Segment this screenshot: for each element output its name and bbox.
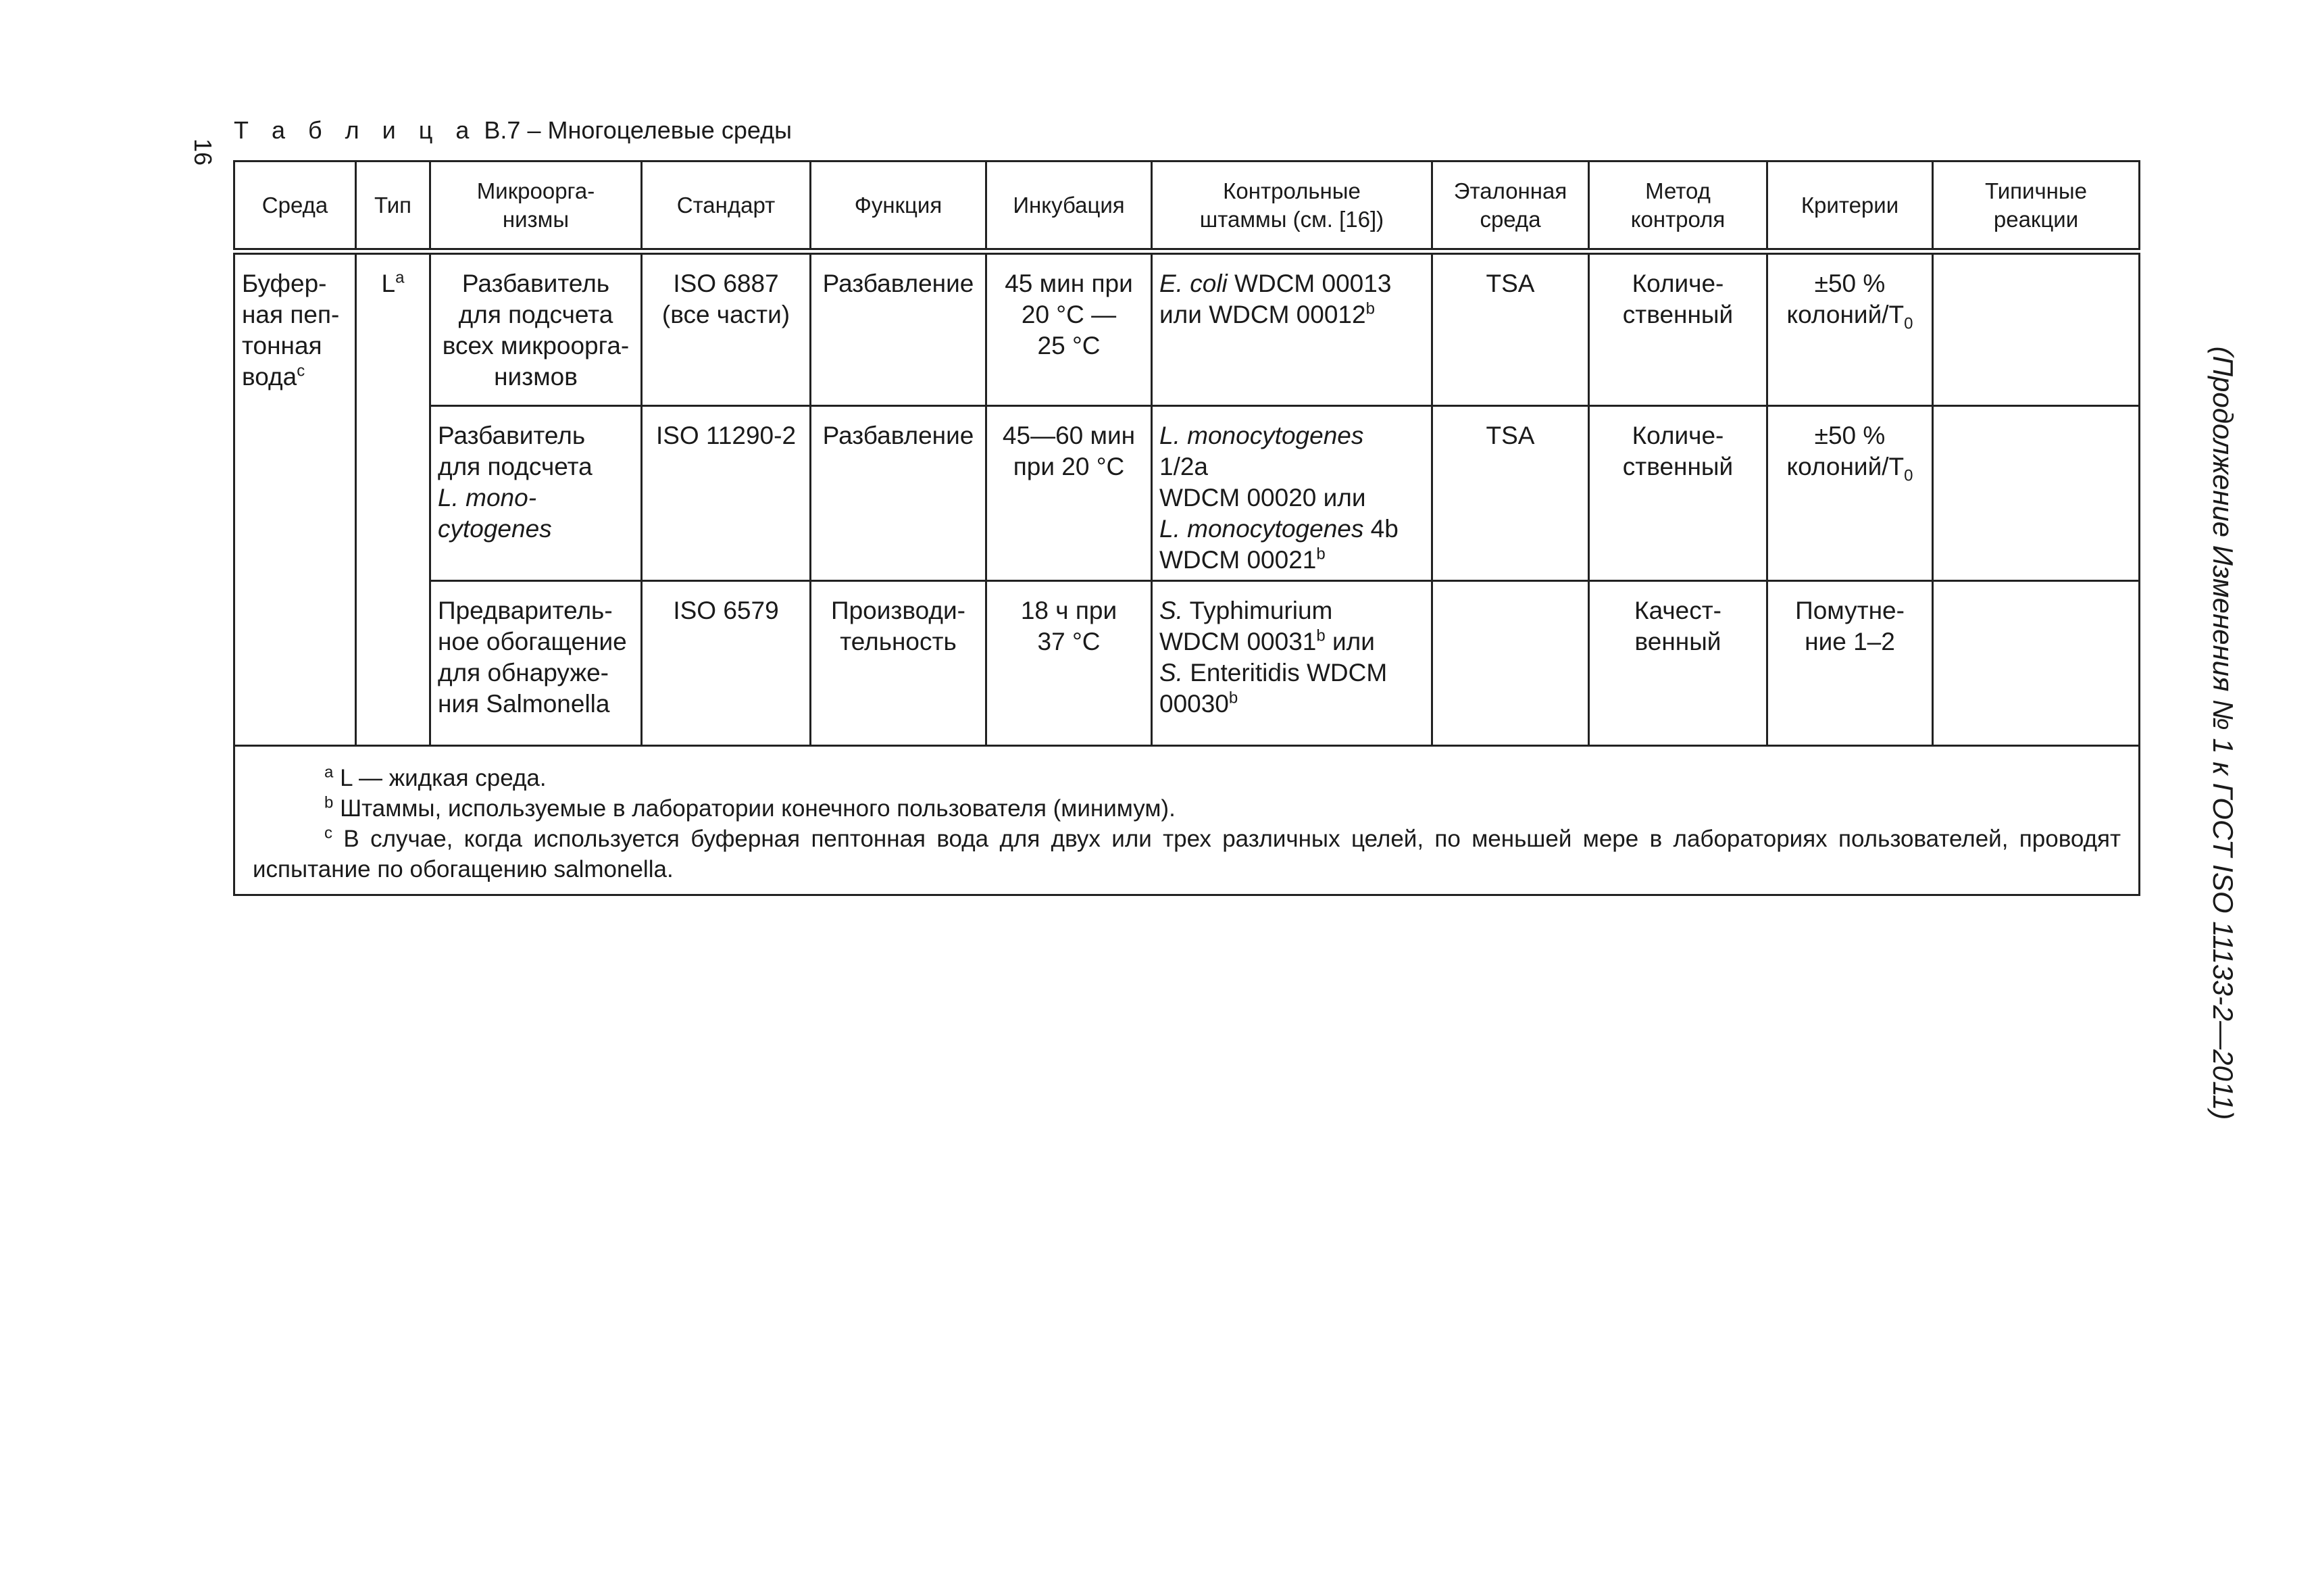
strain-genus: S.: [1159, 596, 1183, 624]
reference-cell: TSA: [1432, 251, 1589, 405]
incubation-cell: 45 мин при 20 °С — 25 °С: [986, 251, 1152, 405]
incubation-cell: 45—60 мин при 20 °С: [986, 405, 1152, 580]
criteria-subscript: 0: [1904, 466, 1913, 484]
page-number: 16: [189, 138, 217, 166]
header-cell: Инкубация: [986, 161, 1152, 252]
strain-code: WDCM 00021: [1159, 545, 1317, 574]
strains-cell: [1152, 405, 1432, 580]
reactions-cell: [1933, 580, 2140, 745]
standard-cell: ISO 6887 (все части): [642, 251, 811, 405]
table-row: [234, 405, 2140, 580]
function-cell: Разбавление: [811, 405, 986, 580]
strains-cell: [1152, 580, 1432, 745]
standard-cell: ISO 6579: [642, 580, 811, 745]
incubation-cell: 18 ч при 37 °С: [986, 580, 1152, 745]
footnotes-cell: [234, 745, 2140, 895]
footnote-text: Штаммы, используемые в лаборатории конечного пользователя (минимум).: [333, 795, 1176, 822]
micro-species: L. mono- cytogenes: [438, 483, 552, 543]
medium-name: Буфер- ная пеп- тонная вода: [242, 270, 340, 391]
header-cell: Функция: [811, 161, 986, 252]
strain-code: WDCM 00020 или: [1159, 483, 1366, 512]
reference-cell: [1432, 580, 1589, 745]
type-cell: [356, 251, 430, 745]
standard-cell: ISO 11290-2: [642, 405, 811, 580]
medium-cell: [234, 251, 356, 745]
method-cell: Количе- ственный: [1589, 251, 1767, 405]
header-cell: Контрольные штаммы (см. [16]): [1152, 161, 1432, 252]
strain-code: 00030: [1159, 689, 1229, 718]
method-cell: Количе- ственный: [1589, 405, 1767, 580]
strain-footnote-mark: b: [1228, 689, 1238, 707]
footnote-mark: b: [324, 793, 334, 812]
strain-genus: S.: [1159, 658, 1183, 687]
micro-cell: Разбавитель для подсчета всех микроорга- низмов: [430, 251, 642, 405]
footnote-mark: c: [324, 823, 332, 842]
reactions-cell: [1933, 251, 2140, 405]
type-footnote-mark: a: [395, 268, 405, 287]
strain-conjunction: или: [1325, 627, 1375, 655]
table-header-row: [234, 161, 2140, 252]
function-cell: Разбавление: [811, 251, 986, 405]
strain-species: L. monocytogenes: [1159, 514, 1364, 543]
criteria-cell: [1767, 251, 1933, 405]
type-value: L: [381, 270, 396, 297]
footnote: [253, 793, 2121, 824]
footnote: [253, 763, 2121, 793]
table-caption: [234, 116, 792, 145]
strain-code: WDCM 00013: [1227, 270, 1392, 297]
reference-cell: TSA: [1432, 405, 1589, 580]
table-caption-title: В.7 – Многоцелевые среды: [477, 116, 792, 144]
header-cell: Типичные реакции: [1933, 161, 2140, 252]
strain-footnote-mark: b: [1316, 626, 1326, 645]
footnote: [253, 824, 2121, 884]
side-running-note: (Продолжение Изменения № 1 к ГОСТ ISO 11133-2—2011): [2207, 346, 2239, 1120]
micro-text: Разбавитель: [438, 421, 586, 449]
method-cell: Качест- венный: [1589, 580, 1767, 745]
header-cell: Критерии: [1767, 161, 1933, 252]
criteria-text: ±50 % колоний/Т: [1786, 270, 1905, 328]
function-cell: Производи- тельность: [811, 580, 986, 745]
medium-footnote-mark: c: [297, 361, 305, 380]
strain-serovar: Typhimurium: [1182, 596, 1333, 624]
footnote-text: В случае, когда используется буферная пептонная вода для двух или трех различных целей, по меньшей мере в лабораториях пользователей, проводят испытание по обогащению salmonella.: [253, 825, 2121, 882]
footnotes-row: [234, 745, 2140, 895]
micro-cell: [430, 405, 642, 580]
criteria-text: ±50 % колоний/Т: [1786, 421, 1905, 480]
table-caption-label: Т а б л и ц а: [234, 116, 478, 144]
footnote-mark: a: [324, 762, 334, 781]
header-cell: Стандарт: [642, 161, 811, 252]
strain-code: WDCM 00031: [1159, 627, 1317, 655]
strain-species: L. monocytogenes: [1159, 421, 1364, 449]
criteria-subscript: 0: [1904, 314, 1913, 333]
header-cell: Среда: [234, 161, 356, 252]
strain-code: или WDCM 00012: [1159, 301, 1366, 328]
strain-footnote-mark: b: [1365, 299, 1375, 318]
strain-species: E. coli: [1159, 270, 1228, 297]
table-row: [234, 580, 2140, 745]
micro-cell: Предваритель- ное обогащение для обнаруже- ния Salmonella: [430, 580, 642, 745]
header-cell: Тип: [356, 161, 430, 252]
criteria-cell: Помутне- ние 1–2: [1767, 580, 1933, 745]
footnote-text: L — жидкая среда.: [333, 764, 547, 791]
reactions-cell: [1933, 405, 2140, 580]
media-table: [233, 160, 2140, 896]
strain-serovar: Enteritidis WDCM: [1182, 658, 1388, 687]
criteria-cell: [1767, 405, 1933, 580]
header-cell: Метод контроля: [1589, 161, 1767, 252]
table-row: [234, 251, 2140, 405]
strain-serotype: 4b: [1363, 514, 1399, 543]
strain-footnote-mark: b: [1316, 545, 1326, 564]
strain-serotype: 1/2a: [1159, 452, 1209, 480]
strains-cell: [1152, 251, 1432, 405]
micro-text: для подсчета: [438, 452, 593, 480]
header-cell: Эталонная среда: [1432, 161, 1589, 252]
header-cell: Микроорга- низмы: [430, 161, 642, 252]
